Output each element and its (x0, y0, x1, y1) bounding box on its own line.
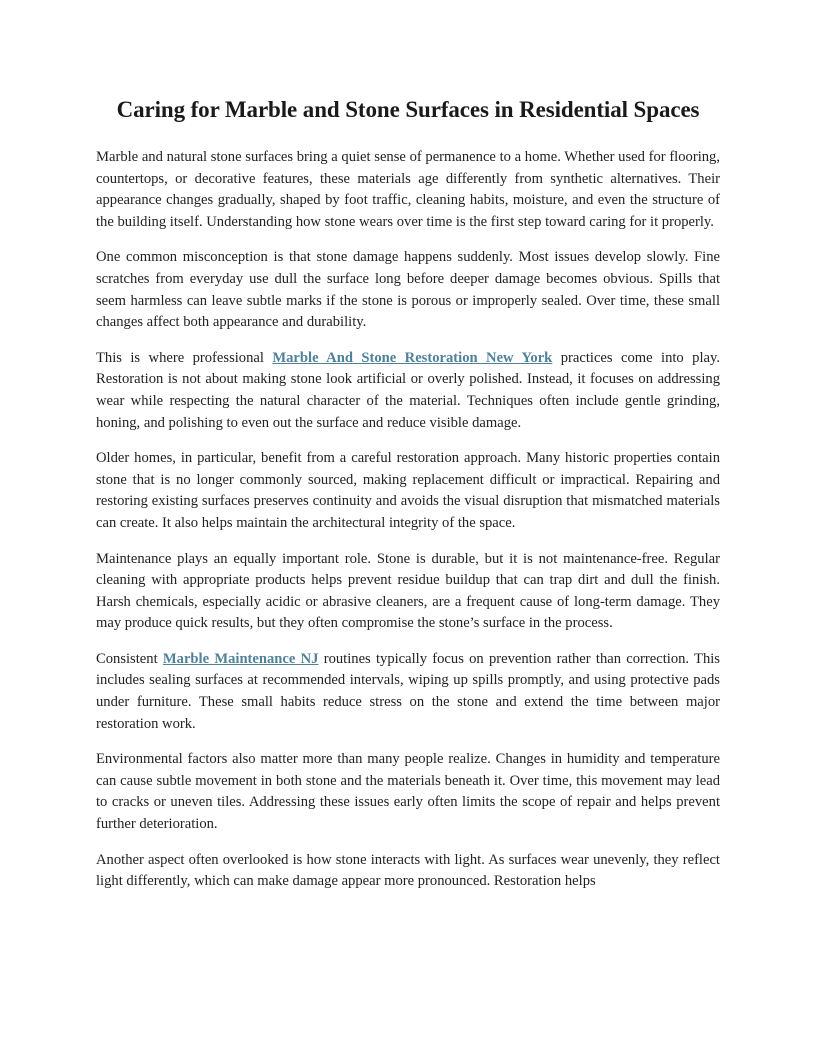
paragraph-3-text-after: practices come into play. Restoration is not about making stone look artificial or overly polished. Instead, it focuses on addressing wear while respecting the natural character of the material. Techniques often include gentle grinding, honing, and polishing to even out the surface and reduce visible damage. (96, 349, 720, 431)
paragraph-6-text-after: routines typically focus on prevention rather than correction. This includes sealing surfaces at recommended intervals, wiping up spills promptly, and using protective pads under furniture. These small habits reduce stress on the stone and extend the time between major restoration work. (96, 650, 720, 732)
paragraph-6 (96, 649, 720, 735)
paragraph-5: Maintenance plays an equally important role. Stone is durable, but it is not maintenance-free. Regular cleaning with appropriate products helps prevent residue buildup that can trap dirt and dull the finish. Harsh chemicals, especially acidic or abrasive cleaners, are a frequent cause of long-term damage. They may produce quick results, but they often compromise the stone’s surface in the process. (96, 550, 720, 632)
paragraph-6-text-before: Consistent (96, 650, 163, 667)
marble-maintenance-nj-link[interactable]: Marble Maintenance NJ (162, 650, 319, 667)
document-title: Caring for Marble and Stone Surfaces in Residential Spaces (116, 97, 700, 122)
marble-restoration-new-york-link[interactable]: Marble And Stone Restoration New York (272, 349, 553, 366)
paragraph-4: Older homes, in particular, benefit from a careful restoration approach. Many historic properties contain stone that is no longer commonly sourced, making replacement difficult or impractical. Repairing and restoring existing surfaces preserves continuity and avoids the visual disruption that mismatched materials can create. It also helps maintain the architectural integrity of the space. (96, 450, 720, 531)
paragraph-3-text-before: This is where professional (96, 349, 273, 366)
paragraph-8: Another aspect often overlooked is how stone interacts with light. As surfaces wear unevenly, they reflect light differently, which can make damage appear more pronounced. Restoration helps (96, 851, 720, 890)
paragraph-2: One common misconception is that stone damage happens suddenly. Most issues develop slowly. Fine scratches from everyday use dull the surface long before deeper damage becomes obvious. Spills that seem harmless can leave subtle marks if the stone is porous or improperly sealed. Over time, these small changes affect both appearance and durability. (96, 249, 720, 331)
paragraph-1: Marble and natural stone surfaces bring a quiet sense of permanence to a home. Whether used for flooring, countertops, or decorative features, these materials age differently from synthetic alternatives. Their appearance changes gradually, shaped by foot traffic, cleaning habits, moisture, and even the structure of the building itself. Understanding how stone wears over time is the first step toward caring for it properly. (96, 149, 720, 230)
paragraph-7: Environmental factors also matter more than many people realize. Changes in humidity and temperature can cause subtle movement in both stone and the materials beneath it. Over time, this movement may lead to cracks or uneven tiles. Addressing these issues early often limits the scope of repair and helps prevent further deterioration. (96, 751, 720, 833)
paragraph-3 (96, 348, 720, 434)
document-page (96, 95, 720, 907)
